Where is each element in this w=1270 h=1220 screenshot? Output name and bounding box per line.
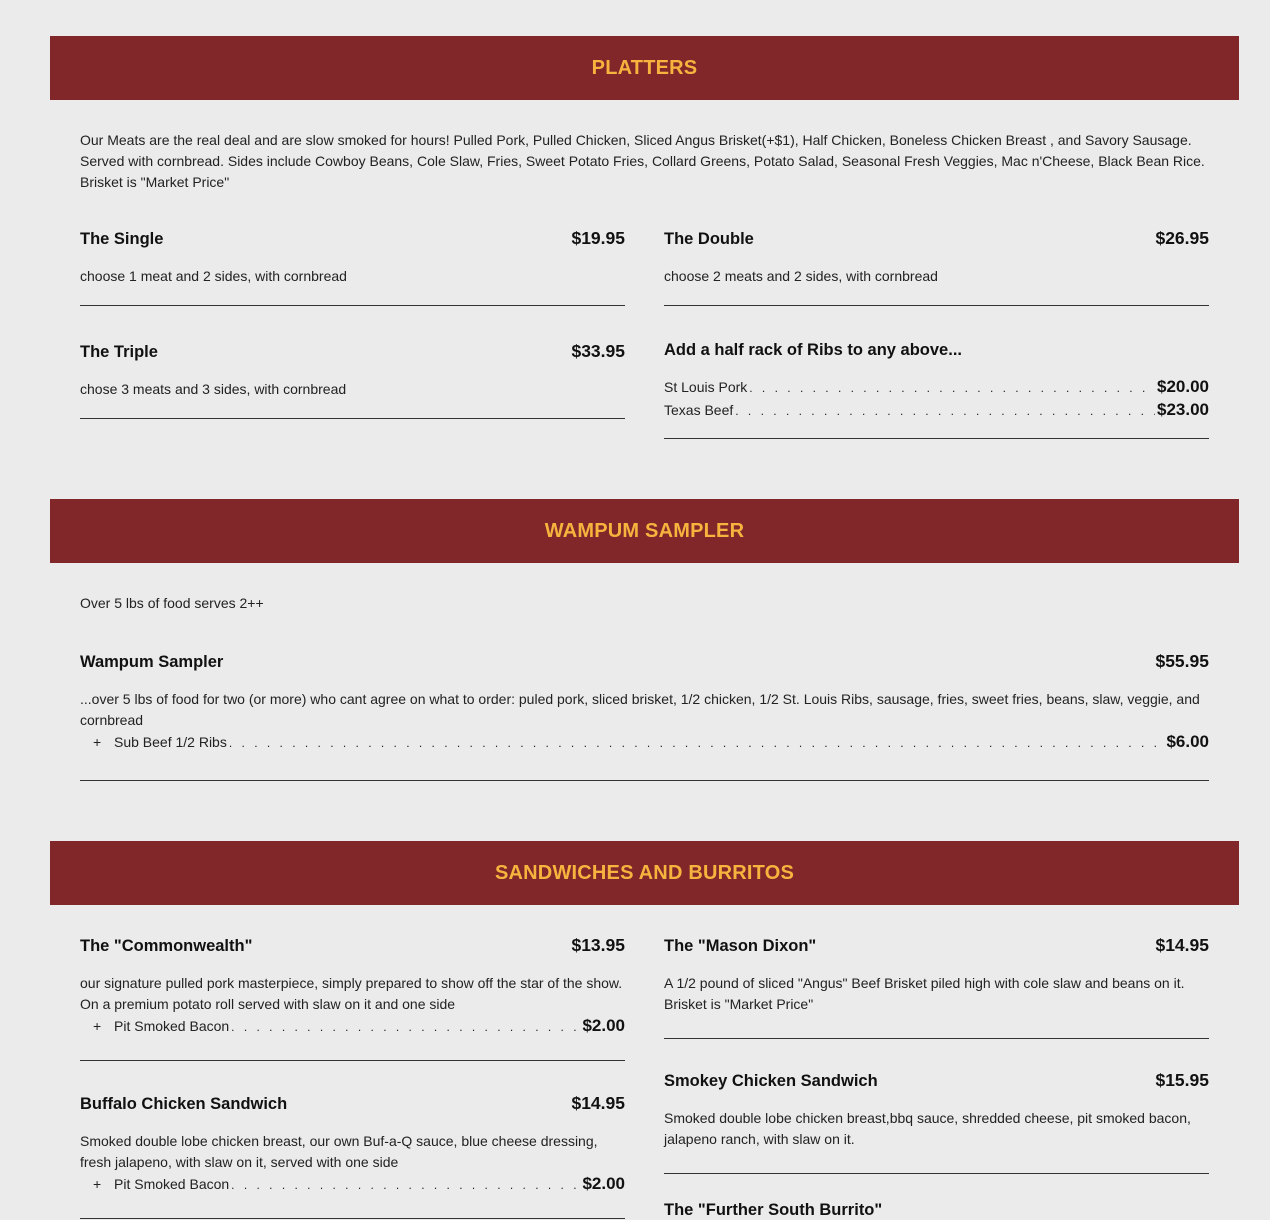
menu-item-smokey-chicken[interactable] [664, 1070, 1209, 1174]
item-price: $33.95 [571, 341, 625, 361]
item-description: ...over 5 lbs of food for two (or more) who cant agree on what to order: puled pork, sliced brisket, 1/2 chicken, 1/2 St. Louis Ribs, sausage, fries, sweet fries, beans, slaw, veggie, and cornbread [80, 691, 1200, 728]
ribs-option-st-louis-pork[interactable] [664, 376, 1209, 399]
item-description: Smoked double lobe chicken breast,bbq sauce, shredded cheese, pit smoked bacon, jalapeno ranch, with slaw on it. [664, 1110, 1191, 1147]
platters-title: PLATTERS [591, 56, 698, 79]
platters-intro: Our Meats are the real deal and are slow smoked for hours! Pulled Pork, Pulled Chicken, Sliced Angus Brisket(+$1), Half Chicken, Boneless Chicken Breast , and Savory Sausage. Served with cornbread. Sides include Cowboy Beans, Cole Slaw, Fries, Sweet Potato Fries, Collard Greens, Potato Salad, Seasonal Fresh Veggies, Mac n'Cheese, Black Bean Rice. Brisket is "Market Price" [80, 132, 1205, 190]
item-description: Smoked double lobe chicken breast, our own Buf-a-Q sauce, blue cheese dressing, fresh jalapeno, with slaw on it, served with one side [80, 1133, 598, 1170]
menu-item-double[interactable] [664, 228, 1209, 306]
item-name: Smokey Chicken Sandwich [664, 1072, 878, 1090]
wampum-intro: Over 5 lbs of food serves 2++ [80, 595, 264, 611]
dot-leader [231, 1175, 580, 1196]
item-price: $19.95 [571, 228, 625, 248]
addon-price: $2.00 [582, 1174, 625, 1193]
item-price: $14.95 [571, 1093, 625, 1113]
addon-price: $6.00 [1166, 732, 1209, 751]
sandwiches-section [50, 841, 1239, 1220]
item-price: $55.95 [1155, 651, 1209, 671]
item-name: Buffalo Chicken Sandwich [80, 1095, 288, 1113]
item-name: Wampum Sampler [80, 653, 224, 671]
addon-label: Pit Smoked Bacon [114, 1176, 230, 1192]
addon-sub-beef-ribs[interactable] [80, 731, 1209, 754]
addon-pit-smoked-bacon[interactable] [80, 1015, 625, 1038]
plus-icon: + [93, 1018, 102, 1034]
dot-leader [231, 1017, 580, 1038]
item-price: $15.95 [1155, 1070, 1209, 1090]
option-label: St Louis Pork [664, 379, 748, 395]
option-price: $23.00 [1157, 400, 1209, 419]
wampum-section [50, 499, 1239, 781]
item-name: The "Mason Dixon" [664, 937, 817, 955]
addon-price: $2.00 [582, 1016, 625, 1035]
dot-leader [229, 733, 1165, 754]
sandwiches-title: SANDWICHES AND BURRITOS [494, 861, 795, 884]
dot-leader [735, 401, 1155, 422]
item-price: $13.95 [571, 935, 625, 955]
menu-item-ribs-addon[interactable] [664, 341, 1209, 439]
menu-item-triple[interactable] [80, 341, 625, 419]
item-name: The Single [80, 230, 164, 248]
wampum-title: WAMPUM SAMPLER [544, 519, 745, 542]
menu-item-further-south-burrito[interactable] [664, 1201, 1209, 1220]
ribs-option-texas-beef[interactable] [664, 399, 1209, 422]
item-name: The Double [664, 230, 754, 248]
menu-item-commonwealth[interactable] [80, 935, 625, 1061]
addon-label: Sub Beef 1/2 Ribs [114, 734, 227, 750]
option-label: Texas Beef [664, 402, 734, 418]
addon-pit-smoked-bacon[interactable] [80, 1173, 625, 1196]
plus-icon: + [93, 734, 102, 750]
menu-item-mason-dixon[interactable] [664, 935, 1209, 1039]
platters-banner [50, 36, 1239, 100]
item-description: our signature pulled pork masterpiece, simply prepared to show off the star of the show. On a premium potato roll served with slaw on it and one side [80, 975, 623, 1012]
item-name: The "Commonwealth" [80, 937, 253, 955]
item-description: choose 2 meats and 2 sides, with cornbread [664, 268, 938, 284]
platters-section [50, 36, 1239, 439]
menu-item-buffalo-chicken[interactable] [80, 1093, 625, 1219]
item-name: Add a half rack of Ribs to any above... [664, 341, 962, 359]
item-name: The Triple [80, 343, 158, 361]
wampum-banner [50, 499, 1239, 563]
item-description: choose 1 meat and 2 sides, with cornbread [80, 268, 347, 284]
menu-page [50, 36, 1239, 1220]
option-price: $20.00 [1157, 377, 1209, 396]
plus-icon: + [93, 1176, 102, 1192]
item-price: $14.95 [1155, 935, 1209, 955]
item-description: A 1/2 pound of sliced "Angus" Beef Brisket piled high with cole slaw and beans on it. Brisket is "Market Price" [664, 975, 1185, 1012]
dot-leader [749, 378, 1155, 399]
addon-label: Pit Smoked Bacon [114, 1018, 230, 1034]
item-price: $26.95 [1155, 228, 1209, 248]
item-description: chose 3 meats and 3 sides, with cornbread [80, 381, 347, 397]
item-name: The "Further South Burrito" [664, 1201, 883, 1219]
menu-item-wampum-sampler[interactable] [80, 651, 1209, 781]
sandwiches-banner [50, 841, 1239, 905]
menu-item-single[interactable] [80, 228, 625, 306]
